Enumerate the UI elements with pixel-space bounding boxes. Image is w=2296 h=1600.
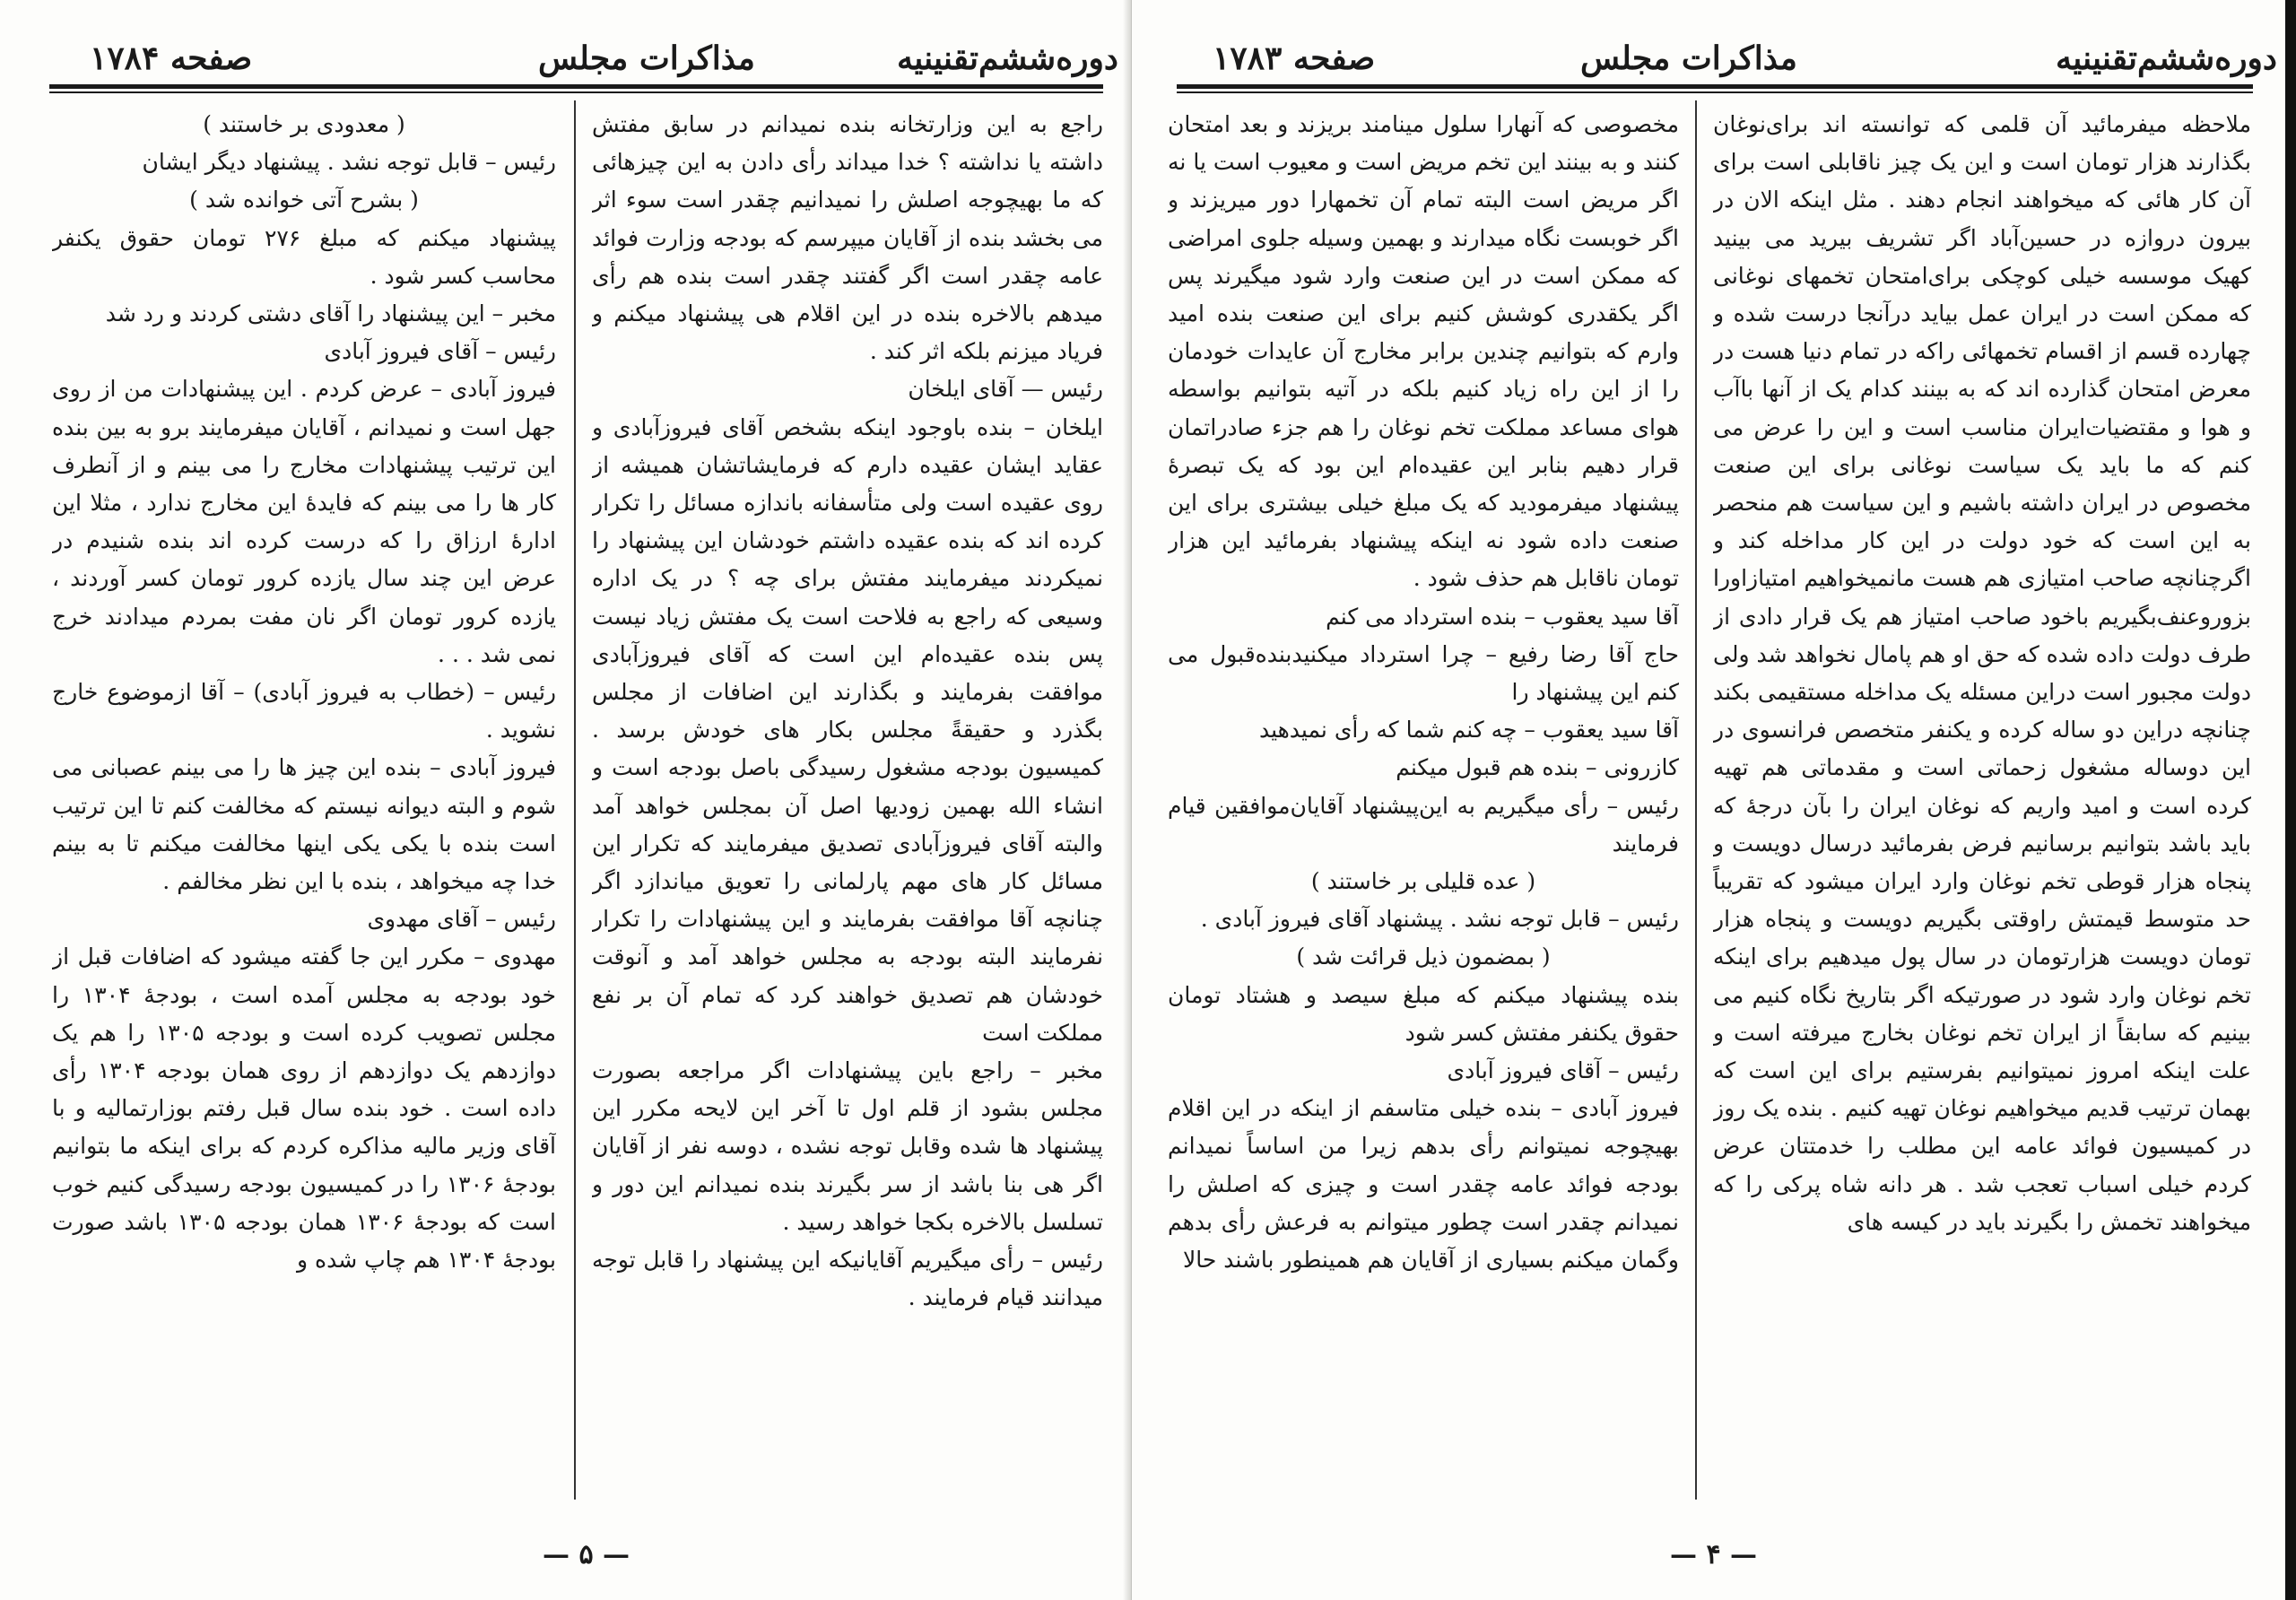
paragraph: ( عده قلیلی بر خاستند ): [1310, 868, 1536, 895]
paragraph: آقا سید یعقوب – بنده استرداد می کنم: [1326, 603, 1679, 630]
paragraph: کازرونی – بنده هم قبول میکنم: [1396, 754, 1679, 781]
paragraph: بنده پیشنهاد میکنم که مبلغ سیصد و هشتاد تومان حقوق یکنفر مفتش کسر شود: [1168, 981, 1679, 1046]
header-rule-thin: [49, 91, 1103, 93]
header-session: دوره‌ششم‌تقنینیه: [2056, 39, 2277, 77]
header-title: مذاکرات مجلس: [538, 39, 755, 77]
text-column-right: [592, 106, 1103, 1534]
header-title: مذاکرات مجلس: [1580, 39, 1797, 77]
page-number: صفحه ۱۷۸۳: [1213, 39, 1376, 77]
paragraph: رئیس – رأی میگیریم به این‌پیشنهاد آقایان‌موافقین قیام فرمایند: [1168, 792, 1679, 857]
text-column-right: [1713, 106, 2251, 1534]
paragraph: ( معدودی بر خاستند ): [203, 111, 405, 137]
header-rule: [1177, 84, 2253, 89]
paragraph: مخصوصی که آنهارا سلول مینامند بریزند و بعد امتحان کنند و به بینند این تخم مریض است و معیوب است یا نه اگر مریض است البته تمام آن تخمهارا دور میریزند و اگر خوبست نگاه میدارند و بهمین وسیله جلوی امراضی که ممکن است در این صنعت وارد شود میگیرند پس اگر یکقدری کوشش کنیم برای این صنعت بنده امید وارم که بتوانیم چندین برابر مخارج آن عایدات خودمان را از این راه زیاد کنیم بلکه در آتیه بتوانیم بواسطه هوای مساعد مملکت تخم نوغان را هم جزء صادراتمان قرار دهیم بنابر این عقیده‌ام این بود که یک تبصرهٔ پیشنهاد میفرمودید که یک مبلغ خیلی بیشتری برای این صنعت داده شود نه اینکه پیشنهاد بفرمائید این هزار تومان ناقابل هم حذف شود .: [1168, 111, 1679, 592]
paragraph: مهدوی – مکرر این جا گفته میشود که اضافات قبل از خود بودجه به مجلس آمده است ، بودجهٔ ۱۳۰۴ را مجلس تصویب کرده است و بودجه ۱۳۰۵ را هم یک دوازدهم یک دوازدهم از روی همان بودجه ۱۳۰۴ رأی داده است . خود بنده سال قبل رفتم بوزارتمالیه و با آقای وزیر مالیه مذاکره کردم که برای اینکه ما بتوانیم بودجهٔ ۱۳۰۶ را در کمیسیون بودجه رسیدگی کنیم خوب است که بودجهٔ ۱۳۰۶ همان بودجه ۱۳۰۵ باشد صورت بودجهٔ ۱۳۰۴ هم چاپ شده و: [52, 943, 556, 1274]
left-page: [0, 0, 1132, 1600]
column-divider: [574, 100, 576, 1500]
text-column-left: [52, 106, 556, 1534]
paragraph: پیشنهاد میکنم که مبلغ ۲۷۶ تومان حقوق یکنفر محاسب کسر شود .: [52, 224, 556, 289]
paragraph: رئیس – آقای مهدوی: [367, 906, 556, 933]
paragraph: رئیس – آقای فیروز آبادی: [324, 338, 556, 365]
page-footer: — ۴ —: [1670, 1539, 1758, 1570]
header-rule: [49, 84, 1103, 89]
paragraph: رئیس — آقای ایلخان: [908, 376, 1103, 403]
paragraph: رئیس – رأی میگیریم آقایانیکه این پیشنهاد را قابل توجه میدانند قیام فرمایند .: [592, 1247, 1103, 1311]
page-header: [36, 30, 1118, 86]
paragraph: رئیس – قابل توجه نشد . پیشنهاد آقای فیروز آبادی .: [1200, 906, 1679, 933]
paragraph: رئیس – قابل توجه نشد . پیشنهاد دیگر ایشان: [142, 149, 556, 176]
paragraph: مخبر – این پیشنهاد را آقای دشتی کردند و رد شد: [105, 300, 556, 327]
column-divider: [1695, 100, 1697, 1500]
page-footer: — ۵ —: [543, 1539, 631, 1570]
paragraph: ( بمضمون ذیل قرائت شد ): [1296, 943, 1551, 970]
paragraph: فیروز آبادی – بنده خیلی متاسفم از اینکه در این اقلام بهیچوجه نمیتوانم رأی بدهم زیرا من اساساً نمیدانم بودجه فوائد عامه چقدر است و چیزی که اصلش را نمیدانم چقدر است چطور میتوانم به فرعش رأی بدهم وگمان میکنم بسیاری از آقایان هم همینطور باشند حالا: [1168, 1095, 1679, 1274]
paragraph: رئیس – (خطاب به فیروز آبادی) – آقا ازموضوع خارج نشوید .: [52, 679, 556, 743]
paragraph: ( بشرح آتی خوانده شد ): [189, 187, 419, 213]
paragraph: حاج آقا رضا رفیع – چرا استرداد میکنید‌بنده‌قبول می کنم این پیشنهاد را: [1168, 640, 1679, 706]
paragraph: مخبر – راجع باین پیشنهادات اگر مراجعه بصورت مجلس بشود از قلم اول تا آخر این لایحه مکرر این پیشنهاد ها شده وقابل توجه نشده ، دوسه نفر از آقایان اگر هی بنا باشد از سر بگیرند بنده نمیدانم این دور و تسلسل بالاخره بکجا خواهد رسید .: [592, 1057, 1103, 1235]
paragraph: رئیس – آقای فیروز آبادی: [1447, 1057, 1679, 1084]
paragraph: فیروز آبادی – بنده این چیز ها را می بینم عصبانی می شوم و البته دیوانه نیستم که مخالفت کنم تا این ترتیب است بنده با یکی یکی اینها مخالفت میکنم تا به بینم خدا چه میخواهد ، بنده با این نظر مخالفم .: [52, 754, 556, 895]
paragraph: ملاحظه میفرمائید آن قلمی که توانسته اند برای‌نوغان بگذارند هزار تومان است و این یک چیز ناقابلی است برای آن کار هائی که میخواهند انجام دهند . مثل اینکه الان در بیرون دروازه در حسین‌آباد اگر تشریف بیرید می بینید کهیک موسسه خیلی کوچکی برای‌امتحان تخمهای نوغانی که ممکن است در ایران عمل بیاید درآنجا درست شده و چهارده قسم از اقسام تخمهائی راکه در تمام دنیا هست در معرض امتحان گذارده اند که به بینند کدام یک از آنها باآب و هوا و مقتضیات‌ایران مناسب است و این را عرض می کنم که ما باید یک سیاست نوغانی برای این صنعت مخصوص در ایران داشته باشیم و این سیاست هم منحصر به این است که خود دولت در این کار مداخله کند و اگرچنانچه صاحب امتیازی هم هست مانمیخواهیم امتیازاورا بزوروعنف‌بگیریم باخود صاحب امتیاز هم یک قرار دادی از طرف دولت داده شده که حق او هم پامال نخواهد شد ولی دولت مجبور است دراین مسئله یک مداخله مستقیمی بکند چنانچه دراین دو ساله کرده و یکنفر متخصص فرانسوی در این دوساله مشغول زحماتی است و مقدماتی هم تهیه کرده است و امید واریم که نوغان ایران را بآن درجهٔ که باید باشد بتوانیم برسانیم فرض بفرمائید درسال دویست و پنجاه هزار قوطی تخم نوغان وارد ایران میشود که تقریباً حد متوسط قیمتش راوقتی بگیریم دویست و پنجاه هزار تومان دویست هزارتومان در سال پول میدهیم برای اینکه تخم نوغان وارد شود در صورتیکه اگر بتاریخ نگاه کنیم می بینیم که سابقاً از ایران تخم نوغان بخارج میرفته است و علت اینکه امروز نمیتوانیم بفرستیم برای این است که بهمان ترتیب قدیم میخواهیم نوغان تهیه کنیم . بنده یک روز در کمیسیون فوائد عامه این مطلب را خدمتتان عرض کردم خیلی اسباب تعجب شد . هر دانه شاه پرکی را که میخواهند تخمش را بگیرند باید در کیسه های: [1713, 111, 2251, 1235]
paragraph: راجع به این وزارتخانه بنده نمیدانم در سابق مفتش داشته یا نداشته ؟ خدا میداند رأی دادن به این چیزهائی که ما بهیچوجه اصلش را نمیدانیم چقدر است سوء اثر می بخشد بنده از آقایان میپرسم که بودجه وزارت فوائد عامه چقدر است اگر گفتند چقدر است بنده هم رأی میدهم بالاخره بنده در این اقلام هی پیشنهاد میکنم و فریاد میزنم بلکه اثر کند .: [592, 111, 1103, 365]
page-number: صفحه ۱۷۸۴: [90, 39, 253, 77]
scan-edge: [2285, 0, 2296, 1600]
right-page: [1132, 0, 2296, 1600]
page-header: [1159, 30, 2277, 86]
paragraph: فیروز آبادی – عرض کردم . این پیشنهادات من از روی جهل است و نمیدانم ، آقایان میفرمایند برو به بین بنده این ترتیب پیشنهادات مخارج را می بینم و از آنطرف کار ها را می بینم که فایدهٔ این مخارج ندارد ، مثلا این ادارهٔ ارزاق را که درست کرده اند بنده شنیدم در عرض این چند سال یازده کرور تومان کسر آوردند ، یازده کرور تومان اگر نان مفت بمردم میدادند خرج نمی شد . . .: [52, 376, 556, 667]
header-session: دوره‌ششم‌تقنینیه: [897, 39, 1118, 77]
paragraph: ایلخان – بنده باوجود اینکه بشخص آقای فیروزآبادی و عقاید ایشان عقیده دارم که فرمایشاتشان همیشه از روی عقیده است ولی متأسفانه باندازه مسائل را تکرار کرده اند که بنده عقیده داشتم خودشان این پیشنهاد را نمیکردند میفرمایند مفتش برای چه ؟ در یک اداره وسیعی که راجع به فلاحت است یک مفتش زیاد نیست پس بنده عقیده‌ام این است که آقای فیروزآبادی موافقت بفرمایند و بگذارند این اضافات از مجلس بگذرد و حقیقةً مجلس بکار های خودش برسد . کمیسیون بودجه مشغول رسیدگی باصل بودجه است و انشاء الله بهمین زودیها اصل آن بمجلس خواهد آمد والبته آقای فیروزآبادی تصدیق میفرمایند که تکرار این مسائل کار های مهم پارلمانی را تعویق میاندازد اگر چنانچه آقا موافقت بفرمایند و این پیشنهادات را تکرار نفرمایند البته بودجه به مجلس خواهد آمد و آنوقت خودشان هم تصدیق خواهند کرد که تمام آن بر نفع مملکت است: [592, 413, 1103, 1046]
paragraph: آقا سید یعقوب – چه کنم شما که رأی نمیدهید: [1258, 717, 1679, 743]
header-rule-thin: [1177, 91, 2253, 93]
text-column-left: [1168, 106, 1679, 1534]
